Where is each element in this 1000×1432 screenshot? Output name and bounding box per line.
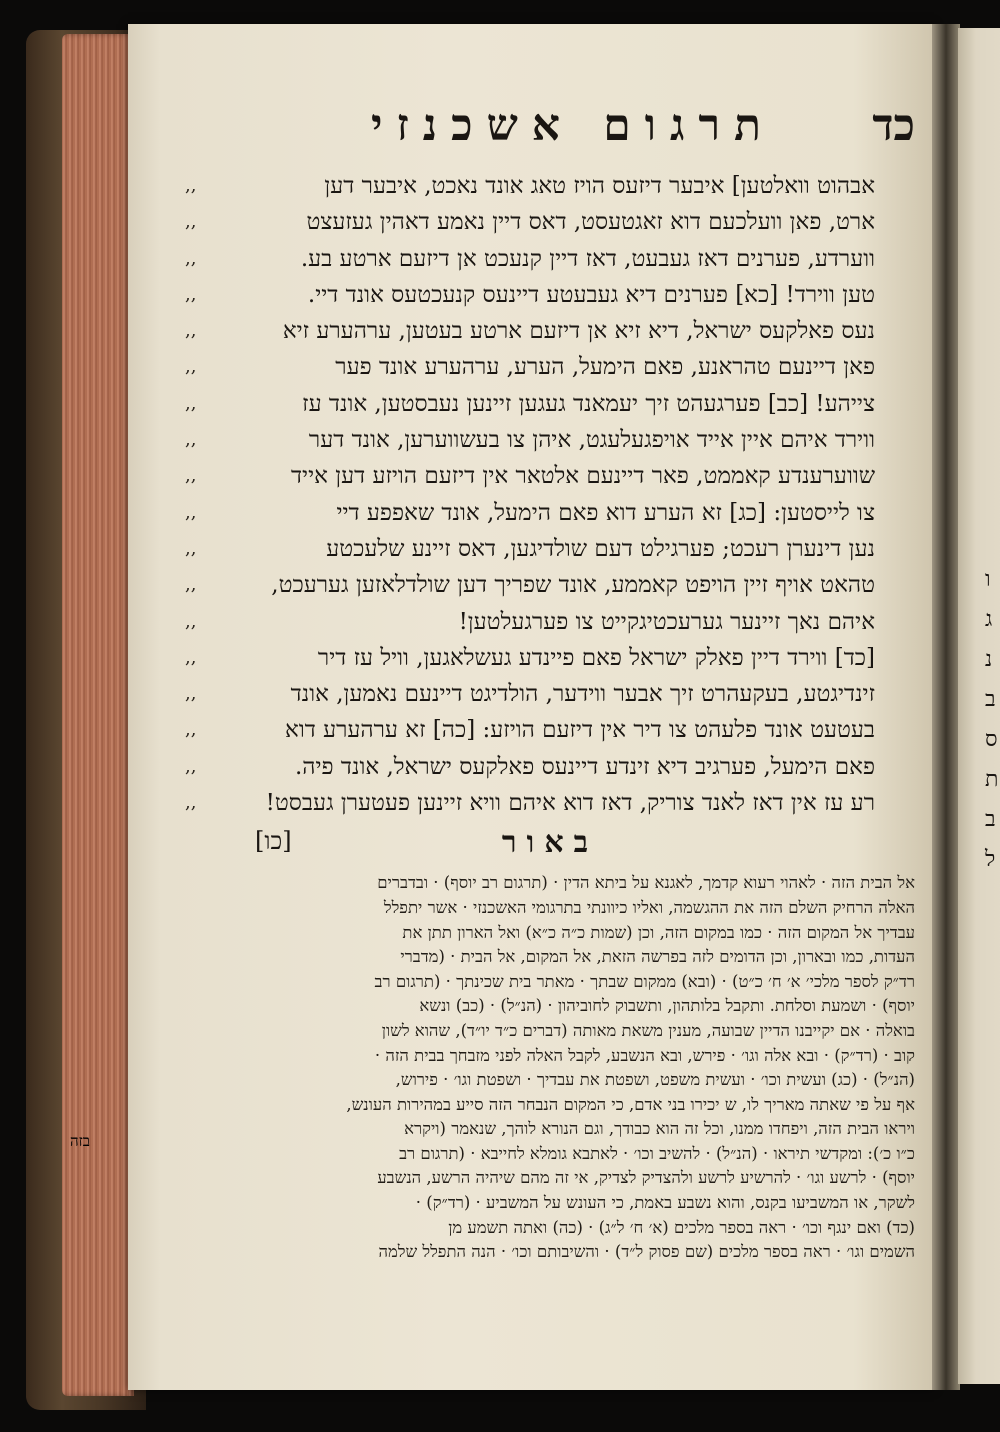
text-line: [185, 676, 915, 712]
text-line: [185, 313, 915, 349]
text-line-content: זינדיגטע, בעקעהרט זיך אבער ווידער, הולדיגט דיינעם נאמען, אונד: [290, 681, 875, 708]
text-line: [185, 749, 915, 785]
commentary-line: רד״ק לספר מלכי׳ א׳ ח׳ כ״ט) · (ובא) ממקום שבתך · מאתר בית שכינתך · (תרגום רב: [374, 971, 915, 991]
main-text: [185, 168, 915, 821]
text-line: [185, 567, 915, 603]
text-line: [185, 277, 915, 313]
quote-mark: ,,: [185, 283, 197, 305]
quote-mark: ,,: [185, 392, 197, 414]
text-line: [185, 640, 915, 676]
text-line-content: ארט, פאן וועלכעם דוא זאגטעסט, דאס דיין נאמע דאהין געזעצט: [306, 209, 875, 236]
quote-mark: ,,: [185, 610, 197, 632]
quote-mark: ,,: [185, 537, 197, 559]
quote-mark: ,,: [185, 356, 197, 378]
text-line-content: אבהוט וואלטען] איבער דיזעס הויז טאג אונד נאכט, איבער דען: [324, 173, 875, 199]
commentary-line: ויראו הבית הזה, ויפחדו ממנו, וכל זה הוא כבודך, וגם הנורא לוהך, שנאמר (ויקרא: [404, 1119, 915, 1139]
quote-mark: ,,: [185, 574, 197, 596]
commentary-line: האלה הרחיק השלם הזה את ההגשמה, ואליו כיוונתי בתרגומי האשכנזי · אשר יתפלל: [383, 897, 915, 917]
commentary-line: יוסף) · ושמעת וסלחת. ותקבל בלותהון, ותשבוק לחוביהון · (הנ״ל) · (כב) ונשא: [419, 996, 915, 1016]
text-line-content: טהאט אויף זיין הויפט קאממע, אונד שפריך דען שולדלאזען גערעכט,: [271, 572, 875, 599]
text-line: [185, 531, 915, 567]
catchword: בזה: [70, 1132, 91, 1150]
commentary-line: (כד) ואם ינגף וכו׳ · ראה בספר מלכים (א׳ ח׳ ל״ג) · (כה) ואתה תשמע מן: [448, 1217, 915, 1237]
text-line: [185, 204, 915, 240]
quote-mark: ,,: [185, 465, 197, 487]
quote-mark: ,,: [185, 175, 197, 196]
facing-page-letter: ס: [985, 727, 998, 752]
text-line-content: צו לייסטען: [כג] זא הערע דוא פאם הימעל, אונד שאפפע דיי: [336, 499, 875, 526]
text-line: [185, 604, 915, 640]
commentary-line: (הנ״ל) · (כג) ועשית וכו׳ · ועשית משפט, ושפטת את עבדיך · ושפטת וגו׳ · פירוש,: [395, 1070, 915, 1090]
quote-mark: ,,: [185, 646, 197, 668]
text-line: [185, 241, 915, 277]
commentary-line: אל הבית הזה · לאהוי רעוא קדמך, לאגנא על ביתא הדין · (תרגום רב יוסף) · ובדברים: [377, 873, 915, 893]
commentary-line: כ״ו כ׳): ומקדשי תיראו · (הנ״ל) · להשיב וכו׳ · לאתבא גומלא לחייבא · (תרגום רב: [399, 1143, 915, 1163]
quote-mark: ,,: [185, 683, 197, 705]
commentary-line: בואלה · אם יקייבנו הדיין שבועה, מענין משאת מאותה (דברים כ״ד יו״ד), שהוא לשון: [381, 1020, 915, 1040]
text-line-content: איהם נאך זיינער גערעכטיגקייט צו פערגעלטען!: [458, 608, 875, 635]
facing-page-letter: ב: [985, 687, 996, 712]
page-number: כד: [872, 100, 915, 151]
text-line: [185, 712, 915, 748]
running-header: [185, 98, 915, 168]
text-line-content: טען ווירד! [כא] פערנים דיא געבעטע דיינעס קנעכטעס אונד דיי.: [307, 281, 875, 308]
facing-page-letter: ג: [985, 607, 993, 632]
text-line: [185, 386, 915, 422]
text-line: [185, 349, 915, 385]
commentary-text: [185, 871, 915, 1265]
text-line-content: רע עז אין דאז לאנד צוריק, דאז דוא איהם וויא זיינען פעטערן געבסט!: [265, 790, 875, 817]
quote-mark: ,,: [185, 320, 197, 342]
quote-mark: ,,: [185, 755, 197, 777]
text-line: [185, 422, 915, 458]
quote-mark: ,,: [185, 792, 197, 814]
text-line-content: פאם הימעל, פערגיב דיא זינדע דיינעס פאלקעס ישראל, אונד פיה.: [294, 753, 875, 780]
facing-page-letter: ב: [985, 807, 996, 832]
quote-mark: ,,: [185, 719, 197, 741]
text-line-content: בעטעט אונד פלעהט צו דיר אין דיזעם הויזע: [כה] זא ערהערע דוא: [285, 717, 875, 744]
text-line: [185, 458, 915, 494]
facing-page-letter: נ: [985, 647, 993, 672]
text-line: [185, 168, 915, 204]
facing-page-letter: ו: [985, 567, 991, 592]
commentary-line: קוב · (רד״ק) · ובא אלה וגו׳ · פירש, ובא הנשבע, לקבל האלה לפני מזבחך בבית הזה ·: [374, 1045, 915, 1065]
commentary-line: יוסף) · לרשע וגו׳ · להרשיע לרשע ולהצדיק לצדיק, אי זה מהם שיהיה הרשע, הנשבע: [377, 1168, 915, 1188]
text-line-content: שווערענדע קאממט, פאר דיינעם אלטאר אין דיזעם הויזע דען אייד: [290, 463, 875, 490]
commentary-line: העדות, כמו ובארון, וכן הדומים לזה בפרשה הזאת, אל המקום, אל הבית · (מדברי: [400, 947, 915, 967]
text-line-content: נען דינערן רעכט; פערגילט דעם שולדיגען, דאס זיינע שלעכטע: [326, 535, 875, 562]
book-gutter: [932, 24, 960, 1390]
facing-page-letter: ל: [985, 847, 996, 872]
commentary-line: אף על פי שאתה מאריך לו, ש יכירו בני אדם, כי המקום הנבחר הזה סייע במהירות העונש,: [346, 1094, 915, 1114]
page-title: תרגום אשכנזי: [370, 100, 775, 151]
commentary-line: השמים וגו׳ · ראה בספר מלכים (שם פסוק ל״ד) · והשיבותם וכו׳ · הנה התפלל שלמה: [378, 1242, 915, 1262]
commentary-heading: באור: [501, 825, 599, 861]
text-line-content: ווערדע, פערנים דאז געבעט, דאז דיין קנעכט אן דיזעם ארטע בע.: [300, 245, 875, 272]
text-line-content: ווירד איהם איין אייד אויפגעלעגט, איהן צו בעשווערען, אונד דער: [308, 427, 875, 454]
facing-page-letters: [985, 560, 1000, 880]
page-text-area: [185, 98, 915, 1262]
text-line: [185, 495, 915, 531]
text-line-content: פאן דיינעם טהראנע, פאם הימעל, הערע, ערהערע אונד פער: [335, 354, 875, 381]
commentary-verse-mark: [כו]: [255, 827, 292, 856]
quote-mark: ,,: [185, 247, 197, 269]
text-line-content: נעס פאלקעס ישראל, דיא זיא אן דיזעם ארטע בעטען, ערהערע זיא: [282, 318, 875, 345]
commentary-heading-row: [185, 821, 915, 867]
facing-page-letter: ת: [985, 767, 999, 792]
quote-mark: ,,: [185, 429, 197, 451]
text-line-content: [כד] ווירד דיין פאלק ישראל פאם פיינדע געשלאגען, וויל עז דיר: [317, 644, 875, 671]
page-edges: [62, 34, 134, 1396]
quote-mark: ,,: [185, 211, 197, 233]
commentary-line: עבדיך אל המקום הזה · כמו במקום הזה, וכן (שמות כ״ה כ״א) ואל הארון תתן את: [402, 922, 915, 942]
quote-mark: ,,: [185, 501, 197, 523]
text-line-content: צייהע! [כב] פערגעהט זיך יעמאנד געגען זיינען נעבסטען, אונד עז: [302, 390, 875, 417]
commentary-line: לשקר, או המשביעו בקנס, והוא נשבע באמת, כי העונש על המשביע · (רד״ק) ·: [415, 1193, 915, 1213]
text-line: [185, 785, 915, 821]
